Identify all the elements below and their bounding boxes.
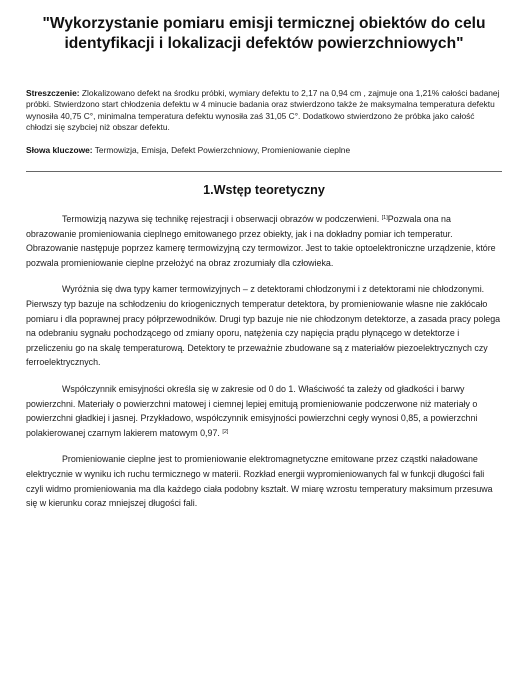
abstract-label: Streszczenie: <box>26 88 80 98</box>
citation-2: [2] <box>222 428 229 435</box>
keywords <box>26 145 502 156</box>
paragraph-4: Promieniowanie cieplne jest to promieniowanie elektromagnetyczne emitowane przez cząstki naładowane elektrycznie w wyniku ich ruchu termicznego w materii. Rozkład energii wypromieniowanych fal w funkcji długości fali czyli widmo promieniowania ma dla każdego ciała podobny kształt. W miarę wzrostu temperatury maksimum przesuwa się w kierunku coraz mniejszej długości fali. <box>26 454 493 509</box>
paragraph-1-rest: Pozwala ona na obrazowanie promieniowania cieplnego emitowanego przez obiekty, jak i na dokładny pomiar ich temperatur. Obrazowanie następuje poprzez kamerę termowizyjną czy termowizor. Jest to takie optoelektroniczne urządzenie, które pozwala promieniowanie cieplne przełożyć na obraz zrozumiały dla człowieka. <box>26 214 496 268</box>
keywords-text: Termowizja, Emisja, Defekt Powierzchniowy, Promieniowanie cieplne <box>94 144 351 155</box>
paper-title: "Wykorzystanie pomiaru emisji termicznej obiektów do celu identyfikacji i lokalizacji defektów powierzchniowych" <box>42 15 486 52</box>
paragraph-1 <box>26 212 502 270</box>
abstract <box>26 88 502 134</box>
paragraph-3 <box>26 382 502 440</box>
citation-1: [1] <box>381 215 388 222</box>
paragraph-2: Wyróżnia się dwa typy kamer termowizyjnych – z detektorami chłodzonymi i z detektorami nie chłodzonymi. Pierwszy typ bazuje na schłodzeniu do kriogenicznych temperatur detektora, by promieniowanie własne nie zakłócało pomiaru i dla poprawnej pracy półprzewodników. Drugi typ bazuje nie nie chłodzonym detektorze, a zasada pracy polega na odebraniu sygnału pochodzącego od zmiany oporu, natężenia czy napięcia prądu płynącego w detektorze i przeliczeniu go na skalę temperaturową. Detektory te przeważnie zbudowane są z materiałów piezoelektrycznych czy ferroelektrycznych. <box>26 284 501 368</box>
keywords-label: Słowa kluczowe: <box>26 144 93 155</box>
paragraph-3-text: Współczynnik emisyjności określa się w zakresie od 0 do 1. Właściwość ta zależy od gładkości i barwy powierzchni. Materiały o powierzchni matowej i ciemnej lepiej emitują promieniowanie podczerwone niż materiały o powierzchni gładkiej i jasnej. Przykładowo, współczynnik emisyjności powierzchni cegły wynosi 0,85, a powierzchni polakierowanej czarnym lakierem matowym 0,97. <box>26 383 478 438</box>
body-text <box>26 212 502 511</box>
section-divider <box>26 171 502 172</box>
abstract-text: Zlokalizowano defekt na środku próbki, wymiary defektu to 2,17 na 0,94 cm , zajmuje ona 1,21% całości badanej próbki. Stwierdzono start chłodzenia defektu w 4 minucie badania oraz stwierdzono także że maksymalna temperatura defektu wynosiła 40,75 C°, minimalna temperatura defektu wynosiła zaś 31,05 C°. Dodatkowo stwierdzono że próbka jako całość chłodzi się szybciej niż obszar defektu. <box>26 88 500 133</box>
paragraph-1-text: Termowizją nazywa się technikę rejestracji i obserwacji obrazów w podczerwieni. <box>62 214 380 225</box>
section-heading: 1.Wstęp teoretyczny <box>203 183 325 198</box>
